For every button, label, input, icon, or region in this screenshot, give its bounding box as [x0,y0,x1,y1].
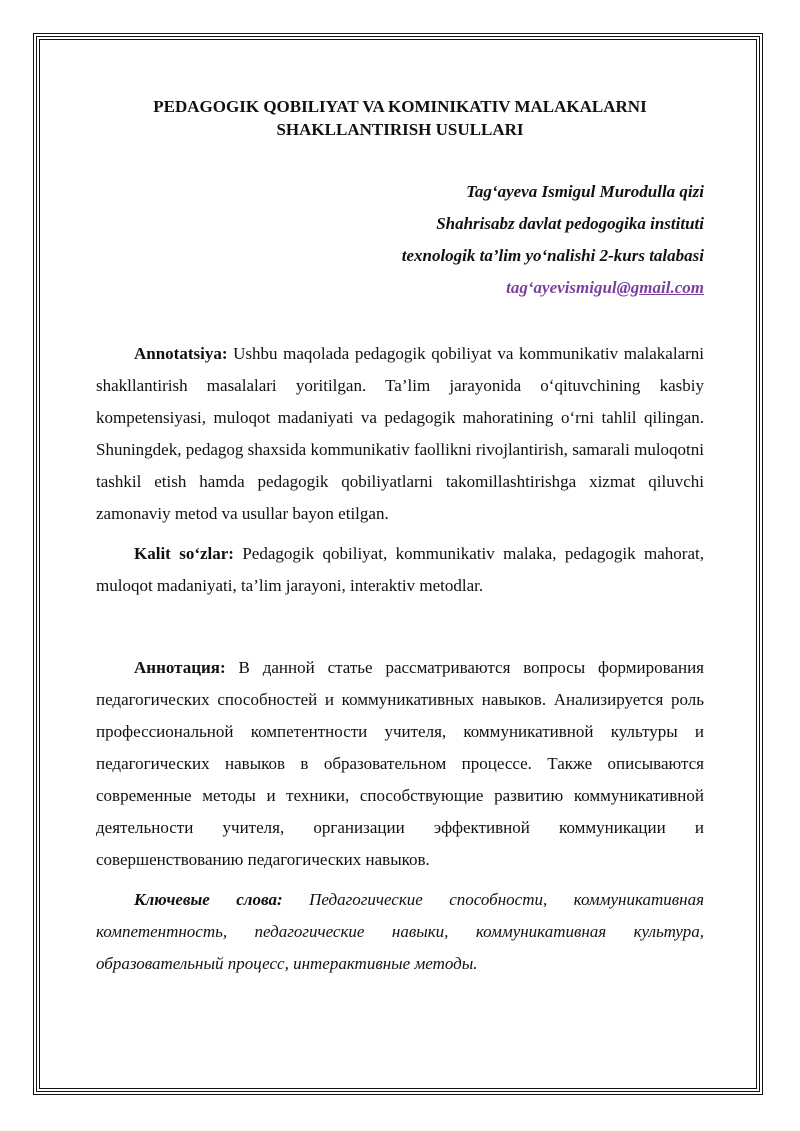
author-institute: Shahrisabz davlat pedogogika instituti [436,214,704,233]
uz-keywords [96,538,704,602]
author-program: texnologik ta’lim yo‘nalishi 2-kurs talabasi [401,246,704,265]
article-content [96,95,704,980]
email-user: tag‘ayevismigul [506,278,617,297]
uz-abstract-label: Annotatsiya: [134,344,228,363]
ru-abstract [96,652,704,876]
uz-abstract-text: Ushbu maqolada pedagogik qobiliyat va kommunikativ malakalarni shakllantirish masalalari yoritilgan. Ta’lim jarayonida o‘qituvchining kasbiy kompetensiyasi, muloqot madaniyati va pedagogik mahoratining o‘rni tahlil qilingan. Shuningdek, pedagog shaxsida kommunikativ faollikni rivojlantirish, samarali muloqotni tashkil etish hamda pedagogik qobiliyatlarni takomillashtirishga xizmat qiluvchi zamonaviy metod va usullar bayon etilgan. [96,344,704,523]
uz-keywords-text: Pedagogik qobiliyat, kommunikativ malaka, pedagogik mahorat, muloqot madaniyati, ta’lim jarayoni, interaktiv metodlar. [96,544,704,595]
ru-abstract-label: Аннотация: [134,658,226,677]
ru-keywords [96,884,704,980]
uz-abstract [96,338,704,530]
ru-keywords-label: Ключевые слова: [134,890,283,909]
title-line-2: SHAKLLANTIRISH USULLARI [276,120,524,139]
title-line-1: PEDAGOGIK QOBILIYAT VA KOMINIKATIV MALAKALARNI [153,97,647,116]
ru-abstract-text: В данной статье рассматриваются вопросы формирования педагогических способностей и коммуникативных навыков. Анализируется роль профессиональной компетентности учителя, коммуникативной культуры и педагогических навыков в образовательном процессе. Также описываются современные методы и техники, способствующие развитию коммуникативной деятельности учителя, организации эффективной коммуникации и совершенствованию педагогических навыков. [96,658,704,869]
author-email[interactable] [96,272,704,304]
author-block [96,176,704,304]
uz-keywords-label: Kalit so‘zlar: [134,544,234,563]
author-name: Tag‘ayeva Ismigul Murodulla qizi [466,182,704,201]
email-domain: @gmail.com [616,278,704,297]
article-title [96,95,704,141]
ru-keywords-text: Педагогические способности, коммуникативная компетентность, педагогические навыки, коммуникативная культура, образовательный процесс, интерактивные методы. [96,890,704,973]
